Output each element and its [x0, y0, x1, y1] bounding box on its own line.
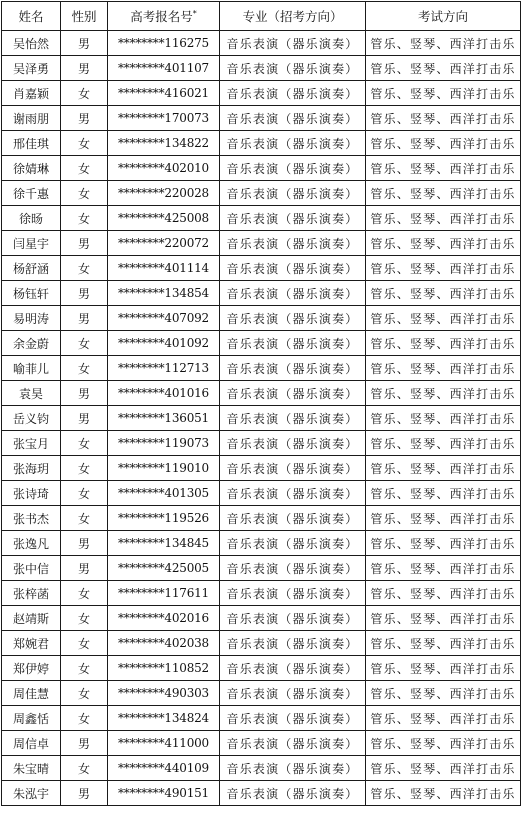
table-row — [2, 81, 521, 106]
table-row — [2, 256, 521, 281]
table-row — [2, 656, 521, 681]
cell-major: 音乐表演（器乐演奏） — [220, 406, 366, 431]
cell-exam-id: ********110852 — [108, 656, 220, 681]
cell-major: 音乐表演（器乐演奏） — [220, 106, 366, 131]
cell-exam-id: ********411000 — [108, 731, 220, 756]
header-direction: 考试方向 — [366, 2, 521, 31]
table-row — [2, 181, 521, 206]
cell-major: 音乐表演（器乐演奏） — [220, 256, 366, 281]
cell-exam-id: ********170073 — [108, 106, 220, 131]
cell-exam-id: ********401114 — [108, 256, 220, 281]
table-row — [2, 631, 521, 656]
cell-major: 音乐表演（器乐演奏） — [220, 431, 366, 456]
cell-major: 音乐表演（器乐演奏） — [220, 506, 366, 531]
cell-name: 余金蔚 — [2, 331, 61, 356]
cell-direction: 管乐、竖琴、西洋打击乐 — [366, 106, 521, 131]
table-row — [2, 206, 521, 231]
cell-gender: 男 — [61, 56, 108, 81]
header-major: 专业（招考方向） — [220, 2, 366, 31]
cell-gender: 男 — [61, 556, 108, 581]
cell-name: 喻菲儿 — [2, 356, 61, 381]
cell-name: 周佳慧 — [2, 681, 61, 706]
cell-direction: 管乐、竖琴、西洋打击乐 — [366, 531, 521, 556]
cell-major: 音乐表演（器乐演奏） — [220, 206, 366, 231]
cell-exam-id: ********402010 — [108, 156, 220, 181]
cell-direction: 管乐、竖琴、西洋打击乐 — [366, 256, 521, 281]
cell-direction: 管乐、竖琴、西洋打击乐 — [366, 181, 521, 206]
table-row — [2, 756, 521, 781]
cell-major: 音乐表演（器乐演奏） — [220, 681, 366, 706]
table-row — [2, 731, 521, 756]
cell-name: 张宝月 — [2, 431, 61, 456]
header-row — [2, 2, 521, 31]
cell-name: 徐千惠 — [2, 181, 61, 206]
cell-name: 张海玥 — [2, 456, 61, 481]
table-row — [2, 531, 521, 556]
cell-gender: 女 — [61, 206, 108, 231]
cell-exam-id: ********134854 — [108, 281, 220, 306]
cell-major: 音乐表演（器乐演奏） — [220, 531, 366, 556]
cell-name: 张逸凡 — [2, 531, 61, 556]
cell-exam-id: ********440109 — [108, 756, 220, 781]
cell-major: 音乐表演（器乐演奏） — [220, 581, 366, 606]
cell-major: 音乐表演（器乐演奏） — [220, 456, 366, 481]
cell-name: 张中信 — [2, 556, 61, 581]
cell-gender: 女 — [61, 431, 108, 456]
table-row — [2, 306, 521, 331]
cell-direction: 管乐、竖琴、西洋打击乐 — [366, 81, 521, 106]
cell-name: 朱泓宇 — [2, 781, 61, 806]
cell-major: 音乐表演（器乐演奏） — [220, 56, 366, 81]
cell-direction: 管乐、竖琴、西洋打击乐 — [366, 431, 521, 456]
cell-major: 音乐表演（器乐演奏） — [220, 356, 366, 381]
table-row — [2, 506, 521, 531]
table-row — [2, 431, 521, 456]
cell-name: 张书杰 — [2, 506, 61, 531]
cell-name: 朱宝晴 — [2, 756, 61, 781]
cell-major: 音乐表演（器乐演奏） — [220, 231, 366, 256]
cell-name: 徐婧琳 — [2, 156, 61, 181]
table-row — [2, 706, 521, 731]
cell-direction: 管乐、竖琴、西洋打击乐 — [366, 481, 521, 506]
cell-direction: 管乐、竖琴、西洋打击乐 — [366, 356, 521, 381]
table-row — [2, 381, 521, 406]
cell-major: 音乐表演（器乐演奏） — [220, 656, 366, 681]
cell-gender: 男 — [61, 231, 108, 256]
table-row — [2, 331, 521, 356]
cell-direction: 管乐、竖琴、西洋打击乐 — [366, 281, 521, 306]
cell-name: 吴怡然 — [2, 31, 61, 56]
table-row — [2, 56, 521, 81]
table-row — [2, 356, 521, 381]
cell-exam-id: ********402016 — [108, 606, 220, 631]
cell-direction: 管乐、竖琴、西洋打击乐 — [366, 231, 521, 256]
table-row — [2, 481, 521, 506]
cell-gender: 女 — [61, 181, 108, 206]
cell-direction: 管乐、竖琴、西洋打击乐 — [366, 781, 521, 806]
cell-gender: 男 — [61, 406, 108, 431]
cell-name: 郑婉君 — [2, 631, 61, 656]
cell-gender: 女 — [61, 506, 108, 531]
cell-name: 肖嘉颖 — [2, 81, 61, 106]
cell-direction: 管乐、竖琴、西洋打击乐 — [366, 306, 521, 331]
cell-major: 音乐表演（器乐演奏） — [220, 556, 366, 581]
cell-exam-id: ********425008 — [108, 206, 220, 231]
cell-exam-id: ********220028 — [108, 181, 220, 206]
cell-name: 谢雨朋 — [2, 106, 61, 131]
cell-gender: 女 — [61, 681, 108, 706]
table-row — [2, 606, 521, 631]
cell-gender: 男 — [61, 531, 108, 556]
cell-exam-id: ********402038 — [108, 631, 220, 656]
cell-exam-id: ********490151 — [108, 781, 220, 806]
cell-gender: 女 — [61, 256, 108, 281]
cell-exam-id: ********112713 — [108, 356, 220, 381]
cell-name: 杨舒涵 — [2, 256, 61, 281]
table-row — [2, 156, 521, 181]
cell-exam-id: ********416021 — [108, 81, 220, 106]
table-row — [2, 456, 521, 481]
cell-major: 音乐表演（器乐演奏） — [220, 731, 366, 756]
cell-direction: 管乐、竖琴、西洋打击乐 — [366, 556, 521, 581]
cell-name: 周信卓 — [2, 731, 61, 756]
header-exam-id-mark: * — [192, 8, 197, 18]
cell-name: 赵靖斯 — [2, 606, 61, 631]
cell-name: 邢佳琪 — [2, 131, 61, 156]
cell-gender: 女 — [61, 131, 108, 156]
cell-major: 音乐表演（器乐演奏） — [220, 306, 366, 331]
cell-direction: 管乐、竖琴、西洋打击乐 — [366, 331, 521, 356]
cell-name: 张诗琦 — [2, 481, 61, 506]
cell-name: 袁昊 — [2, 381, 61, 406]
cell-exam-id: ********220072 — [108, 231, 220, 256]
cell-gender: 男 — [61, 306, 108, 331]
cell-exam-id: ********119010 — [108, 456, 220, 481]
cell-name: 闫星宇 — [2, 231, 61, 256]
cell-exam-id: ********425005 — [108, 556, 220, 581]
cell-gender: 女 — [61, 606, 108, 631]
cell-exam-id: ********136051 — [108, 406, 220, 431]
table-row — [2, 131, 521, 156]
cell-exam-id: ********401092 — [108, 331, 220, 356]
cell-major: 音乐表演（器乐演奏） — [220, 631, 366, 656]
cell-direction: 管乐、竖琴、西洋打击乐 — [366, 31, 521, 56]
cell-major: 音乐表演（器乐演奏） — [220, 481, 366, 506]
cell-gender: 女 — [61, 456, 108, 481]
admission-list-table — [1, 1, 521, 806]
cell-gender: 女 — [61, 81, 108, 106]
cell-direction: 管乐、竖琴、西洋打击乐 — [366, 406, 521, 431]
cell-major: 音乐表演（器乐演奏） — [220, 706, 366, 731]
cell-name: 易明涛 — [2, 306, 61, 331]
cell-major: 音乐表演（器乐演奏） — [220, 331, 366, 356]
table-row — [2, 31, 521, 56]
table-row — [2, 106, 521, 131]
cell-direction: 管乐、竖琴、西洋打击乐 — [366, 381, 521, 406]
cell-name: 杨钰轩 — [2, 281, 61, 306]
cell-gender: 男 — [61, 31, 108, 56]
cell-exam-id: ********134824 — [108, 706, 220, 731]
cell-gender: 男 — [61, 281, 108, 306]
cell-gender: 男 — [61, 381, 108, 406]
cell-direction: 管乐、竖琴、西洋打击乐 — [366, 131, 521, 156]
cell-direction: 管乐、竖琴、西洋打击乐 — [366, 456, 521, 481]
cell-exam-id: ********490303 — [108, 681, 220, 706]
cell-exam-id: ********134822 — [108, 131, 220, 156]
header-gender: 性别 — [61, 2, 108, 31]
cell-major: 音乐表演（器乐演奏） — [220, 606, 366, 631]
cell-major: 音乐表演（器乐演奏） — [220, 381, 366, 406]
table-header — [2, 2, 521, 31]
header-exam-id — [108, 2, 220, 31]
cell-gender: 女 — [61, 581, 108, 606]
table-row — [2, 556, 521, 581]
cell-direction: 管乐、竖琴、西洋打击乐 — [366, 681, 521, 706]
cell-exam-id: ********119526 — [108, 506, 220, 531]
cell-name: 周鑫恬 — [2, 706, 61, 731]
cell-major: 音乐表演（器乐演奏） — [220, 756, 366, 781]
cell-name: 吴泽勇 — [2, 56, 61, 81]
cell-gender: 女 — [61, 481, 108, 506]
cell-gender: 女 — [61, 706, 108, 731]
cell-direction: 管乐、竖琴、西洋打击乐 — [366, 56, 521, 81]
cell-gender: 男 — [61, 731, 108, 756]
cell-exam-id: ********116275 — [108, 31, 220, 56]
cell-direction: 管乐、竖琴、西洋打击乐 — [366, 756, 521, 781]
cell-gender: 女 — [61, 656, 108, 681]
cell-exam-id: ********117611 — [108, 581, 220, 606]
cell-direction: 管乐、竖琴、西洋打击乐 — [366, 731, 521, 756]
table-row — [2, 581, 521, 606]
cell-exam-id: ********401016 — [108, 381, 220, 406]
cell-major: 音乐表演（器乐演奏） — [220, 156, 366, 181]
cell-exam-id: ********407092 — [108, 306, 220, 331]
table-row — [2, 281, 521, 306]
cell-major: 音乐表演（器乐演奏） — [220, 31, 366, 56]
cell-gender: 女 — [61, 331, 108, 356]
cell-gender: 女 — [61, 156, 108, 181]
cell-gender: 男 — [61, 781, 108, 806]
table-row — [2, 406, 521, 431]
table-body — [2, 31, 521, 806]
cell-direction: 管乐、竖琴、西洋打击乐 — [366, 581, 521, 606]
cell-direction: 管乐、竖琴、西洋打击乐 — [366, 506, 521, 531]
table-row — [2, 681, 521, 706]
cell-direction: 管乐、竖琴、西洋打击乐 — [366, 606, 521, 631]
cell-name: 岳义钧 — [2, 406, 61, 431]
cell-exam-id: ********119073 — [108, 431, 220, 456]
cell-direction: 管乐、竖琴、西洋打击乐 — [366, 706, 521, 731]
header-exam-id-label: 高考报名号 — [130, 9, 193, 24]
cell-major: 音乐表演（器乐演奏） — [220, 81, 366, 106]
cell-direction: 管乐、竖琴、西洋打击乐 — [366, 631, 521, 656]
cell-major: 音乐表演（器乐演奏） — [220, 131, 366, 156]
cell-major: 音乐表演（器乐演奏） — [220, 181, 366, 206]
cell-direction: 管乐、竖琴、西洋打击乐 — [366, 206, 521, 231]
table-row — [2, 781, 521, 806]
cell-direction: 管乐、竖琴、西洋打击乐 — [366, 156, 521, 181]
cell-exam-id: ********401107 — [108, 56, 220, 81]
cell-name: 徐旸 — [2, 206, 61, 231]
header-name: 姓名 — [2, 2, 61, 31]
cell-exam-id: ********134845 — [108, 531, 220, 556]
cell-name: 郑伊婷 — [2, 656, 61, 681]
cell-major: 音乐表演（器乐演奏） — [220, 281, 366, 306]
cell-direction: 管乐、竖琴、西洋打击乐 — [366, 656, 521, 681]
cell-major: 音乐表演（器乐演奏） — [220, 781, 366, 806]
cell-name: 张梓菡 — [2, 581, 61, 606]
cell-gender: 女 — [61, 356, 108, 381]
table-row — [2, 231, 521, 256]
cell-gender: 女 — [61, 756, 108, 781]
cell-gender: 女 — [61, 631, 108, 656]
cell-exam-id: ********401305 — [108, 481, 220, 506]
cell-gender: 男 — [61, 106, 108, 131]
